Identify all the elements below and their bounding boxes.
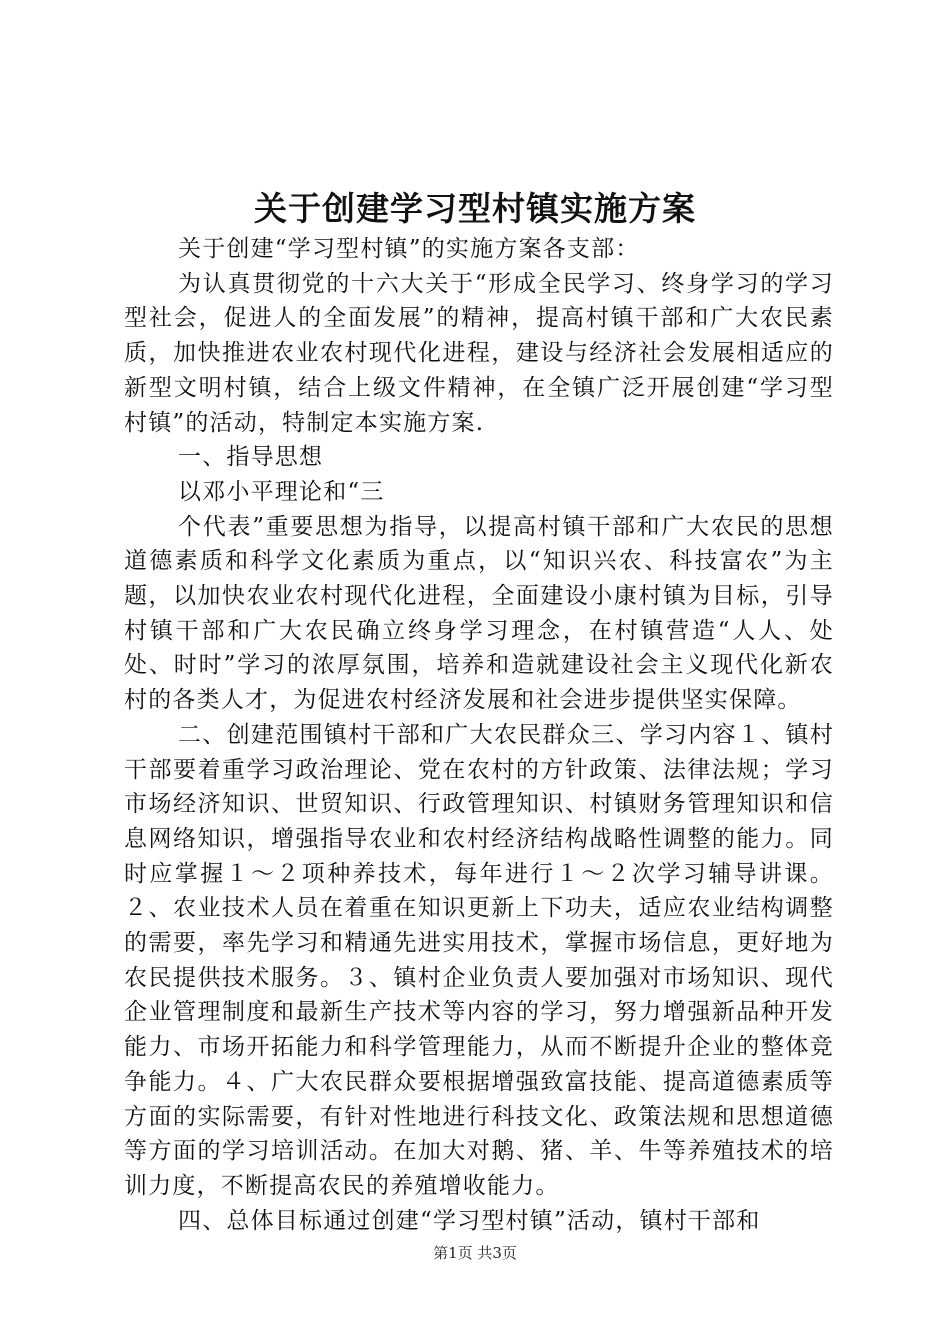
salutation-paragraph: 关于创建“学习型村镇”的实施方案各支部： <box>178 236 640 262</box>
document-title: 关于创建学习型村镇实施方案 <box>254 189 696 228</box>
overall-goal-paragraph: 四、总体目标通过创建“学习型村镇”活动，镇村干部和 <box>178 1207 761 1234</box>
section-heading-guiding-thought: 一、指导思想 <box>178 444 324 471</box>
document-body <box>124 232 834 1238</box>
page-number: 第1页 共3页 <box>433 1244 517 1262</box>
intro-paragraph: 为认真贯彻党的十六大关于“形成全民学习、终身学习的学习型社会，促进人的全面发展”的精神，提高村镇干部和广大农民素质，加快推进农业农村现代化进程，建设与经济社会发展相适应的新型文明村镇，结合上级文件精神，在全镇广泛开展创建“学习型村镇”的活动，特制定本实施方案. <box>124 270 834 436</box>
guiding-thought-paragraph: 个代表”重要思想为指导，以提高村镇干部和广大农民的思想道德素质和科学文化素质为重点，以“知识兴农、科技富农”为主题，以加快农业农村现代化进程，全面建设小康村镇为目标，引导村镇干部和广大农民确立终身学习理念，在村镇营造“人人、处处、时时”学习的浓厚氛围，培养和造就建设社会主义现代化新农村的各类人才，为促进农村经济发展和社会进步提供坚实保障。 <box>124 513 834 714</box>
guiding-thought-line: 以邓小平理论和“三 <box>178 478 385 505</box>
scope-and-content-paragraph: 二、创建范围镇村干部和广大农民群众三、学习内容１、镇村干部要着重学习政治理论、党在农村的方针政策、法律法规；学习市场经济知识、世贸知识、行政管理知识、村镇财务管理知识和信息网络知识，增强指导农业和农村经济结构战略性调整的能力。同时应掌握１～２项种养技术，每年进行１～２次学习辅导讲课。２、农业技术人员在着重在知识更新上下功夫，适应农业结构调整的需要，率先学习和精通先进实用技术，掌握市场信息，更好地为农民提供技术服务。３、镇村企业负责人要加强对市场知识、现代企业管理制度和最新生产技术等内容的学习，努力增强新品种开发能力、市场开拓能力和科学管理能力，从而不断提升企业的整体竞争能力。４、广大农民群众要根据增强致富技能、提高道德素质等方面的实际需要，有针对性地进行科技文化、政策法规和思想道德等方面的学习培训活动。在加大对鹅、猪、羊、牛等养殖技术的培训力度，不断提高农民的养殖增收能力。 <box>124 721 834 1199</box>
